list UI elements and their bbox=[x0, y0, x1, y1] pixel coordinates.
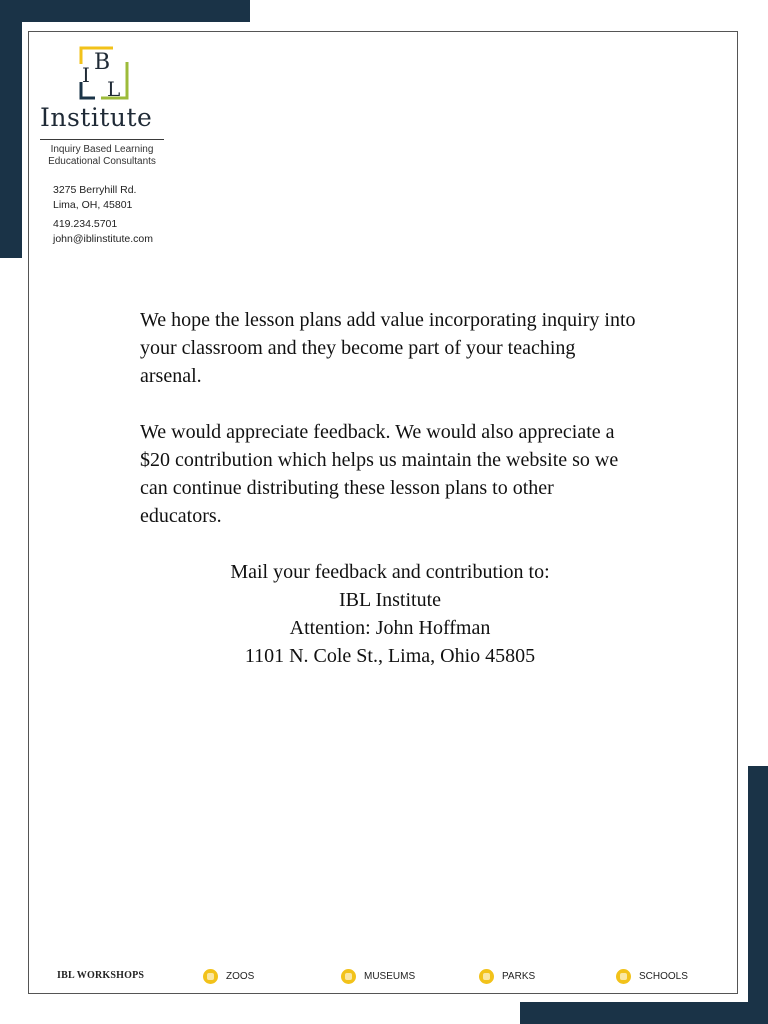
mail-line-2: IBL Institute bbox=[338, 589, 442, 611]
ibl-logo-icon bbox=[77, 44, 131, 102]
footer-item-label: SCHOOLS bbox=[639, 971, 688, 982]
footer-item-label: ZOOS bbox=[226, 971, 255, 982]
graduation-cap-icon bbox=[616, 969, 631, 984]
contact-phone: 419.234.5701 bbox=[53, 218, 118, 230]
logo-tagline bbox=[40, 144, 164, 168]
tree-icon bbox=[479, 969, 494, 984]
decorative-band-top bbox=[0, 0, 250, 22]
footer-item-label: PARKS bbox=[502, 971, 536, 982]
footer-item-zoos bbox=[203, 969, 254, 984]
footer-item-museums bbox=[341, 969, 415, 984]
decorative-band-bottom bbox=[520, 1002, 768, 1024]
body-paragraph-2: We would appreciate feedback. We would also appreciate a $20 contribution which helps us maintain the website so we can continue distributing these lesson plans to other educators. bbox=[140, 421, 619, 527]
mailing-block bbox=[140, 558, 640, 670]
logo-divider bbox=[40, 139, 164, 140]
logo-wordmark: Institute bbox=[40, 103, 153, 132]
elephant-icon bbox=[203, 969, 218, 984]
logo-letter-b: B bbox=[94, 50, 111, 75]
decorative-band-left bbox=[0, 0, 22, 258]
contact-street: 3275 Berryhill Rd. bbox=[53, 184, 137, 196]
footer-item-label: MUSEUMS bbox=[364, 971, 416, 982]
body-paragraph-1: We hope the lesson plans add value incorporating inquiry into your classroom and they become part of your teaching arsenal. bbox=[140, 309, 636, 387]
mail-line-4: 1101 N. Cole St., Lima, Ohio 45805 bbox=[244, 645, 536, 667]
contact-email[interactable]: john@iblinstitute.com bbox=[53, 233, 153, 245]
contact-city: Lima, OH, 45801 bbox=[53, 199, 133, 211]
tagline-line-2: Educational Consultants bbox=[48, 156, 156, 167]
decorative-band-right bbox=[748, 766, 768, 1024]
mail-line-3: Attention: John Hoffman bbox=[289, 617, 491, 639]
footer-item-parks bbox=[479, 969, 535, 984]
logo-letter-i: I bbox=[82, 63, 90, 87]
mail-line-1: Mail your feedback and contribution to: bbox=[230, 561, 550, 583]
museum-icon bbox=[341, 969, 356, 984]
tagline-line-1: Inquiry Based Learning bbox=[50, 144, 154, 155]
logo-letter-l: L bbox=[107, 77, 121, 101]
footer-brand: IBL WORKSHOPS bbox=[57, 970, 145, 981]
footer-item-schools bbox=[616, 969, 688, 984]
